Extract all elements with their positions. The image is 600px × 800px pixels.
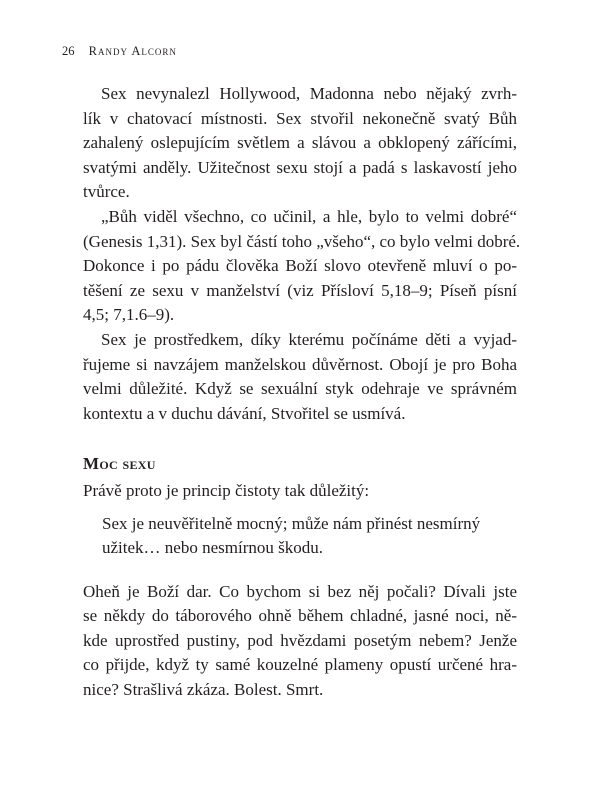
text-line: kontextu a v duchu dávání, Stvořitel se usmívá. bbox=[83, 403, 406, 423]
text-line: zahalený oslepujícím světlem a slávou a obklopený zářícími, bbox=[83, 133, 517, 153]
text-line: Sex nevynalezl Hollywood, Madonna nebo nějaký zvrh- bbox=[101, 84, 517, 103]
text-line: Sex je prostředkem, díky kterému počínáme děti a vyjad- bbox=[101, 329, 517, 349]
text-line: těšení ze sexu v manželství (viz Přísloví 5,18–9; Píseň písní bbox=[83, 280, 517, 300]
text-line: Dokonce i po pádu člověka Boží slovo otevřeně mluví o po- bbox=[83, 256, 517, 276]
quote-line: Sex je neuvěřitelně mocný; může nám přinést nesmírný bbox=[102, 513, 481, 533]
text-line: „Bůh viděl všechno, co učinil, a hle, bylo to velmi dobré“ bbox=[101, 206, 517, 226]
quote-line: užitek… nebo nesmírnou škodu. bbox=[102, 538, 323, 558]
text-line: tvůrce. bbox=[83, 182, 130, 202]
paragraph-1 bbox=[83, 82, 517, 205]
paragraph-2 bbox=[83, 205, 521, 328]
running-head bbox=[62, 44, 177, 59]
paragraph-4 bbox=[83, 479, 517, 504]
text-line: velmi důležité. Když se sexuální styk odehraje ve správném bbox=[83, 379, 517, 399]
text-line: Právě proto je princip čistoty tak důležitý: bbox=[83, 480, 370, 500]
text-line: (Genesis 1,31). Sex byl částí toho „všeho“, co bylo velmi dobré. bbox=[83, 231, 521, 251]
text-line: řujeme si navzájem manželskou důvěrnost. Obojí je pro Boha bbox=[83, 354, 517, 374]
text-line: 4,5; 7,1.6–9). bbox=[83, 305, 175, 325]
block-quote bbox=[83, 512, 522, 561]
paragraph-3 bbox=[83, 328, 517, 426]
section-heading: Moc sexu bbox=[83, 454, 156, 474]
text-line: svatými anděly. Užitečnost sexu stojí a padá s laskavostí jeho bbox=[83, 157, 517, 177]
text-line: Oheň je Boží dar. Co bychom si bez něj počali? Dívali jste bbox=[83, 581, 517, 601]
page-number: 26 bbox=[62, 44, 75, 58]
paragraph-5 bbox=[83, 580, 517, 703]
page-body bbox=[83, 80, 521, 703]
text-line: se někdy do táborového ohně během chladné, jasné noci, ně- bbox=[83, 606, 517, 626]
text-line: nice? Strašlivá zkáza. Bolest. Smrt. bbox=[83, 680, 324, 700]
text-line: co přijde, když ty samé kouzelné plameny opustí určené hra- bbox=[83, 655, 517, 675]
text-line: lík v chatovací místnosti. Sex stvořil nekonečně svatý Bůh bbox=[83, 108, 517, 128]
running-head-author: Randy Alcorn bbox=[88, 44, 177, 58]
text-line: kde uprostřed pustiny, pod hvězdami posetým nebem? Jenže bbox=[83, 630, 517, 650]
